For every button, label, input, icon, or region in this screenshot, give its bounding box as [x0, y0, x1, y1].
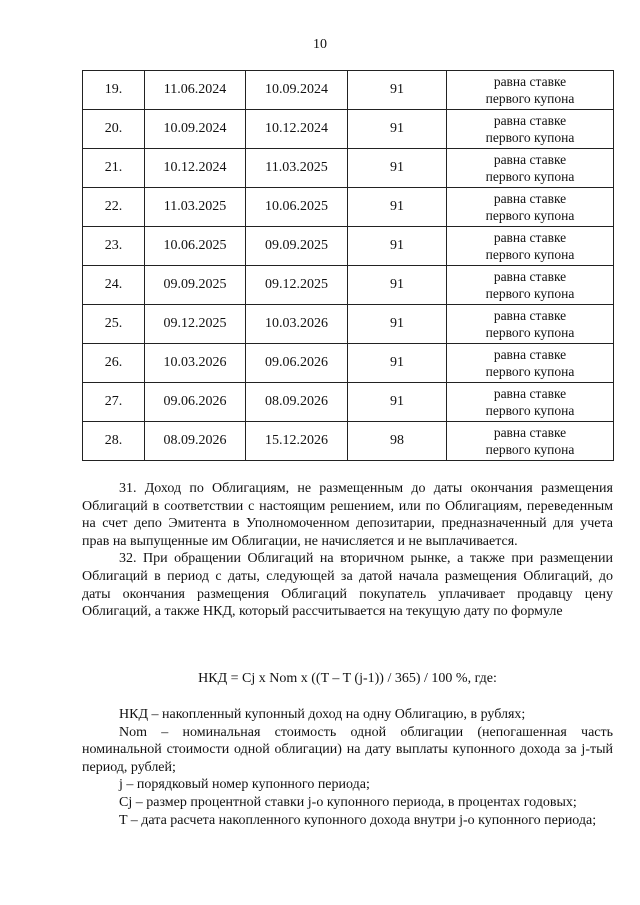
- period-days-cell: 98: [348, 422, 447, 461]
- coupon-rate-text: равна ставке: [493, 308, 567, 323]
- table-row: [83, 422, 614, 461]
- period-end-cell: 11.03.2025: [246, 149, 348, 188]
- table-row: [83, 383, 614, 422]
- coupon-rate-text: равна ставке: [493, 347, 567, 362]
- coupon-number-cell: 21.: [83, 149, 145, 188]
- table-row: [83, 149, 614, 188]
- period-days-cell: 91: [348, 188, 447, 227]
- coupon-rate-text: первого купона: [485, 91, 575, 106]
- table-row: [83, 305, 614, 344]
- table-row: [83, 110, 614, 149]
- period-start-cell: 10.12.2024: [145, 149, 246, 188]
- paragraph-32: 32. При обращении Облигаций на вторичном рынке, а также при размещении Облигаций в период с даты, следующей за датой начала размещения Облигаций, до даты окончания размещения Облигаций покупатель уплачивает продавцу цену Облигаций, а также НКД, который рассчитывается на текущую дату по формуле: [82, 551, 613, 620]
- period-end-cell: 08.09.2026: [246, 383, 348, 422]
- period-start-cell: 11.03.2025: [145, 188, 246, 227]
- definition-t: T – дата расчета накопленного купонного дохода внутри j-о купонного периода;: [119, 812, 597, 828]
- period-end-cell: 10.06.2025: [246, 188, 348, 227]
- coupon-rate-cell: [447, 71, 614, 110]
- period-days-cell: 91: [348, 149, 447, 188]
- coupon-rate-text: первого купона: [485, 403, 575, 418]
- period-start-cell: 08.09.2026: [145, 422, 246, 461]
- coupon-rate-text: первого купона: [485, 442, 575, 457]
- nkd-formula: НКД = Cj x Nom x ((T – T (j-1)) / 365) / 100 %, где:: [198, 671, 497, 686]
- period-days-cell: 91: [348, 383, 447, 422]
- coupon-number-cell: 20.: [83, 110, 145, 149]
- coupon-rate-text: первого купона: [485, 208, 575, 223]
- coupon-rate-text: равна ставке: [493, 230, 567, 245]
- coupon-rate-text: равна ставке: [493, 152, 567, 167]
- period-start-cell: 09.12.2025: [145, 305, 246, 344]
- table-row: [83, 344, 614, 383]
- coupon-rate-cell: [447, 383, 614, 422]
- body-text: [82, 480, 613, 621]
- definition-nkd: НКД – накопленный купонный доход на одну Облигацию, в рублях;: [119, 707, 526, 722]
- coupon-rate-text: первого купона: [485, 130, 575, 145]
- coupon-rate-text: первого купона: [485, 325, 575, 340]
- period-end-cell: 09.06.2026: [246, 344, 348, 383]
- coupon-rate-text: равна ставке: [493, 386, 567, 401]
- coupon-rate-text: равна ставке: [493, 269, 567, 284]
- period-start-cell: 10.09.2024: [145, 110, 246, 149]
- coupon-rate-cell: [447, 110, 614, 149]
- paragraph-31: 31. Доход по Облигациям, не размещенным до даты окончания размещения Облигаций в соответствии с настоящим решением, или по Облигациям, переведенным на счет депо Эмитента в Уполномоченном депозитарии, предназначенный для учета прав на выпущенные им Облигации, не начисляется и не выплачивается.: [82, 481, 613, 549]
- period-days-cell: 91: [348, 344, 447, 383]
- coupon-rate-cell: [447, 149, 614, 188]
- coupon-rate-text: первого купона: [485, 286, 575, 301]
- coupon-rate-cell: [447, 422, 614, 461]
- period-end-cell: 10.03.2026: [246, 305, 348, 344]
- coupon-rate-cell: [447, 266, 614, 305]
- period-days-cell: 91: [348, 266, 447, 305]
- table-row: [83, 188, 614, 227]
- coupon-number-cell: 25.: [83, 305, 145, 344]
- period-start-cell: 10.06.2025: [145, 227, 246, 266]
- coupon-rate-text: равна ставке: [493, 74, 567, 89]
- period-start-cell: 09.06.2026: [145, 383, 246, 422]
- coupon-rate-cell: [447, 227, 614, 266]
- definitions: [82, 706, 613, 829]
- table-row: [83, 266, 614, 305]
- period-end-cell: 10.12.2024: [246, 110, 348, 149]
- period-start-cell: 11.06.2024: [145, 71, 246, 110]
- coupon-rate-text: первого купона: [485, 247, 575, 262]
- period-days-cell: 91: [348, 305, 447, 344]
- coupon-rate-text: равна ставке: [493, 113, 567, 128]
- definition-j: j – порядковый номер купонного периода;: [119, 777, 370, 793]
- coupon-schedule-table: [82, 70, 614, 461]
- definition-nom: Nom – номинальная стоимость одной облигации (непогашенная часть номинальной стоимости одной облигации) на дату выплаты купонного дохода за j-тый период, рублей;: [82, 724, 613, 775]
- coupon-rate-text: равна ставке: [493, 191, 567, 206]
- coupon-number-cell: 28.: [83, 422, 145, 461]
- coupon-number-cell: 27.: [83, 383, 145, 422]
- coupon-rate-text: первого купона: [485, 169, 575, 184]
- coupon-rate-cell: [447, 188, 614, 227]
- coupon-number-cell: 19.: [83, 71, 145, 110]
- coupon-number-cell: 26.: [83, 344, 145, 383]
- coupon-rate-cell: [447, 305, 614, 344]
- definition-cj: Cj – размер процентной ставки j-о купонного периода, в процентах годовых;: [119, 794, 577, 810]
- period-end-cell: 15.12.2026: [246, 422, 348, 461]
- coupon-number-cell: 22.: [83, 188, 145, 227]
- period-end-cell: 09.12.2025: [246, 266, 348, 305]
- page-number: 10: [313, 37, 327, 52]
- coupon-rate-text: равна ставке: [493, 425, 567, 440]
- table-row: [83, 71, 614, 110]
- period-days-cell: 91: [348, 110, 447, 149]
- coupon-number-cell: 24.: [83, 266, 145, 305]
- period-end-cell: 09.09.2025: [246, 227, 348, 266]
- period-end-cell: 10.09.2024: [246, 71, 348, 110]
- coupon-rate-cell: [447, 344, 614, 383]
- period-days-cell: 91: [348, 71, 447, 110]
- coupon-number-cell: 23.: [83, 227, 145, 266]
- coupon-rate-text: первого купона: [485, 364, 575, 379]
- period-start-cell: 10.03.2026: [145, 344, 246, 383]
- table-row: [83, 227, 614, 266]
- period-days-cell: 91: [348, 227, 447, 266]
- period-start-cell: 09.09.2025: [145, 266, 246, 305]
